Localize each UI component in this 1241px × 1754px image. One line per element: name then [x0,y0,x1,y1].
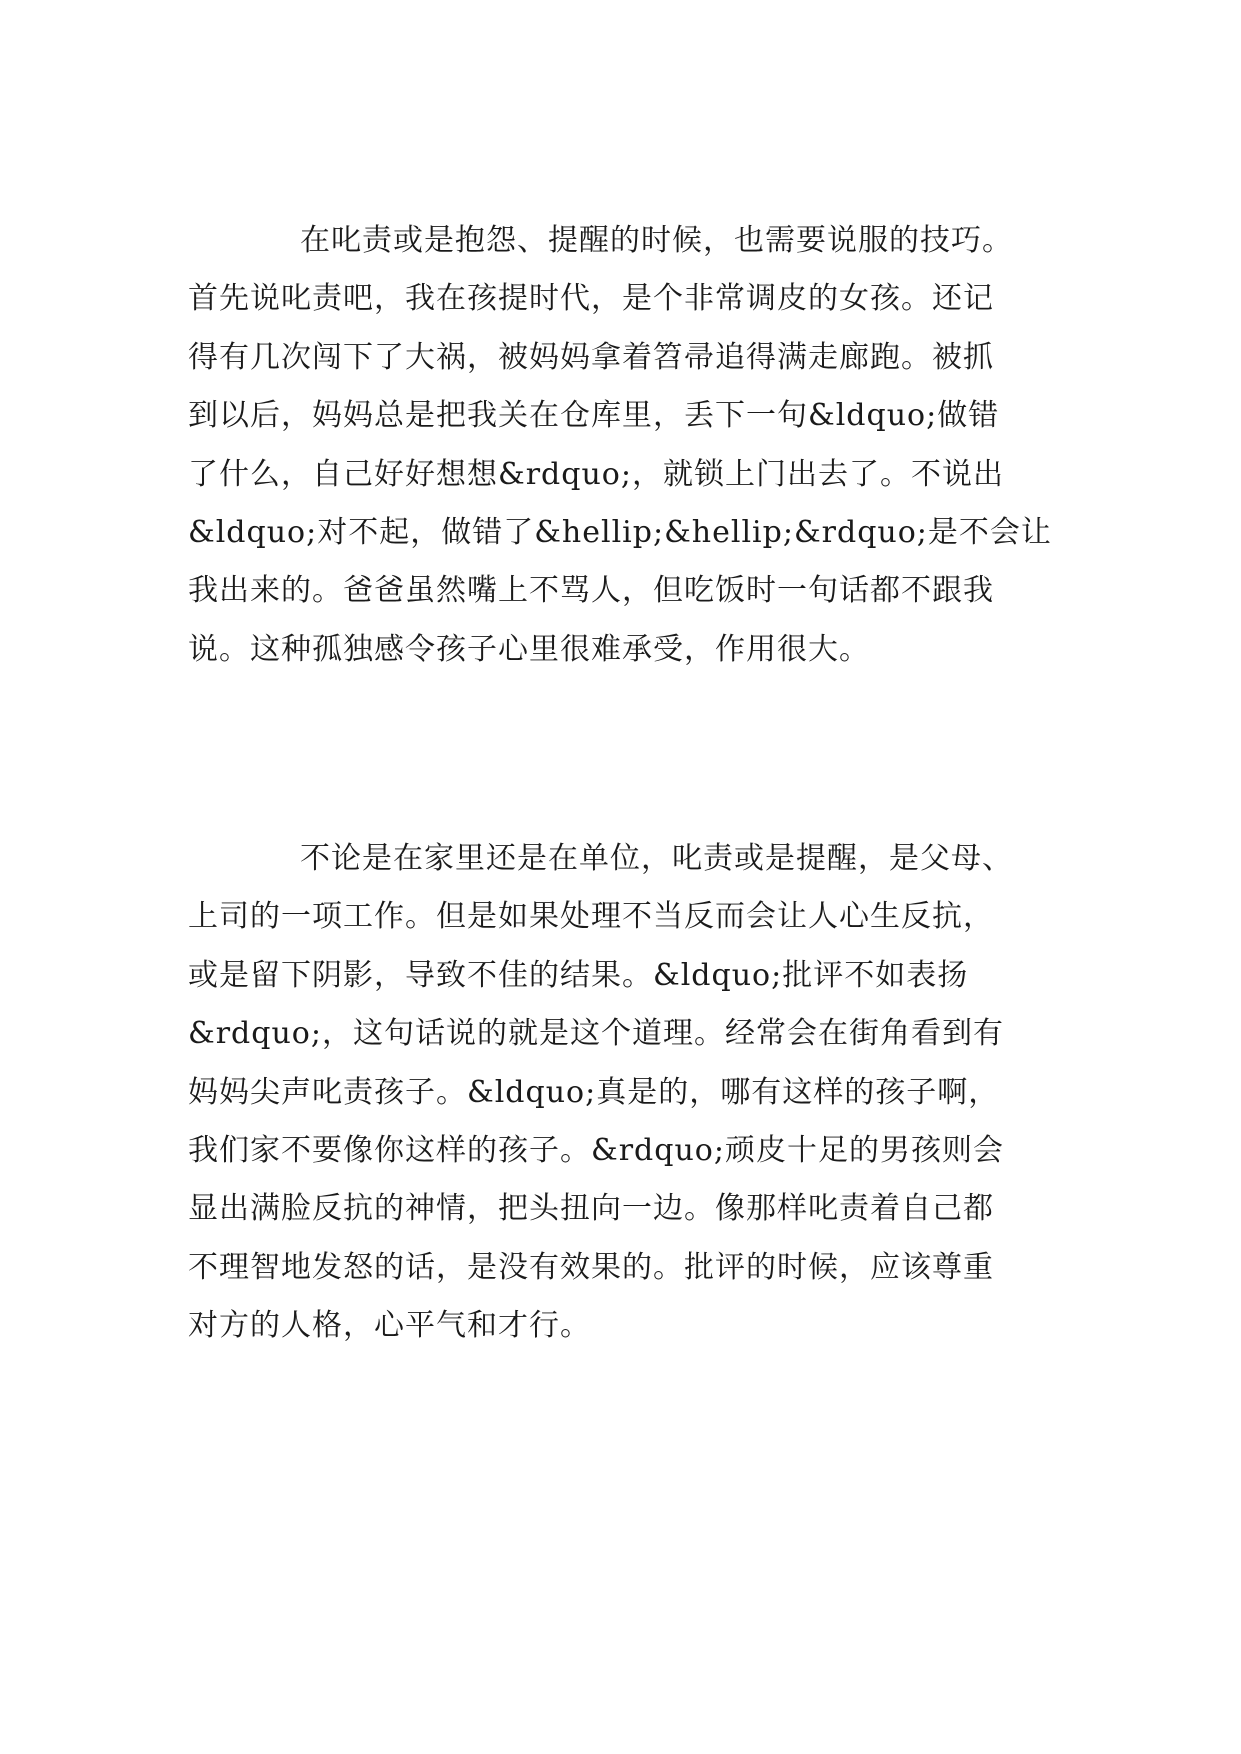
paragraph-line: 首先说叱责吧，我在孩提时代，是个非常调皮的女孩。还记 [188,281,994,317]
paragraph-line: 妈妈尖声叱责孩子。&ldquo;真是的，哪有这样的孩子啊， [188,1074,1000,1110]
paragraph-line: &rdquo;，这句话说的就是这个道理。经常会在街角看到有 [188,1016,1004,1052]
paragraph-line: 上司的一项工作。但是如果处理不当反而会让人心生反抗， [188,899,994,935]
paragraph-line: 在叱责或是抱怨、提醒的时候，也需要说服的技巧。 [300,223,1013,258]
paragraph-2 [188,830,1058,1356]
paragraph-line: 或是留下阴影，导致不佳的结果。&ldquo;批评不如表扬 [188,957,969,993]
paragraph-line: 显出满脸反抗的神情，把头扭向一边。像那样叱责着自己都 [188,1191,994,1227]
paragraph-line: 得有几次闯下了大祸，被妈妈拿着笤帚追得满走廊跑。被抓 [188,339,994,375]
paragraph-line: 说。这种孤独感令孩子心里很难承受，作用很大。 [188,631,870,667]
paragraph-line: 我们家不要像你这样的孩子。&rdquo;顽皮十足的男孩则会 [188,1132,1004,1168]
paragraph-1 [188,212,1058,679]
paragraph-line: 不论是在家里还是在单位，叱责或是提醒，是父母、 [300,841,1013,876]
paragraph-line: 了什么，自己好好想想&rdquo;，就锁上门出去了。不说出 [188,456,1004,492]
paragraph-line: 到以后，妈妈总是把我关在仓库里，丢下一句&ldquo;做错 [188,398,1000,434]
paragraph-line: 对方的人格，心平气和才行。 [188,1308,591,1344]
paragraph-line: &ldquo;对不起，做错了&hellip;&hellip;&rdquo;是不会让 [188,514,1052,550]
paragraph-line: 我出来的。爸爸虽然嘴上不骂人，但吃饭时一句话都不跟我 [188,573,994,609]
paragraph-line: 不理智地发怒的话，是没有效果的。批评的时候，应该尊重 [188,1249,994,1285]
